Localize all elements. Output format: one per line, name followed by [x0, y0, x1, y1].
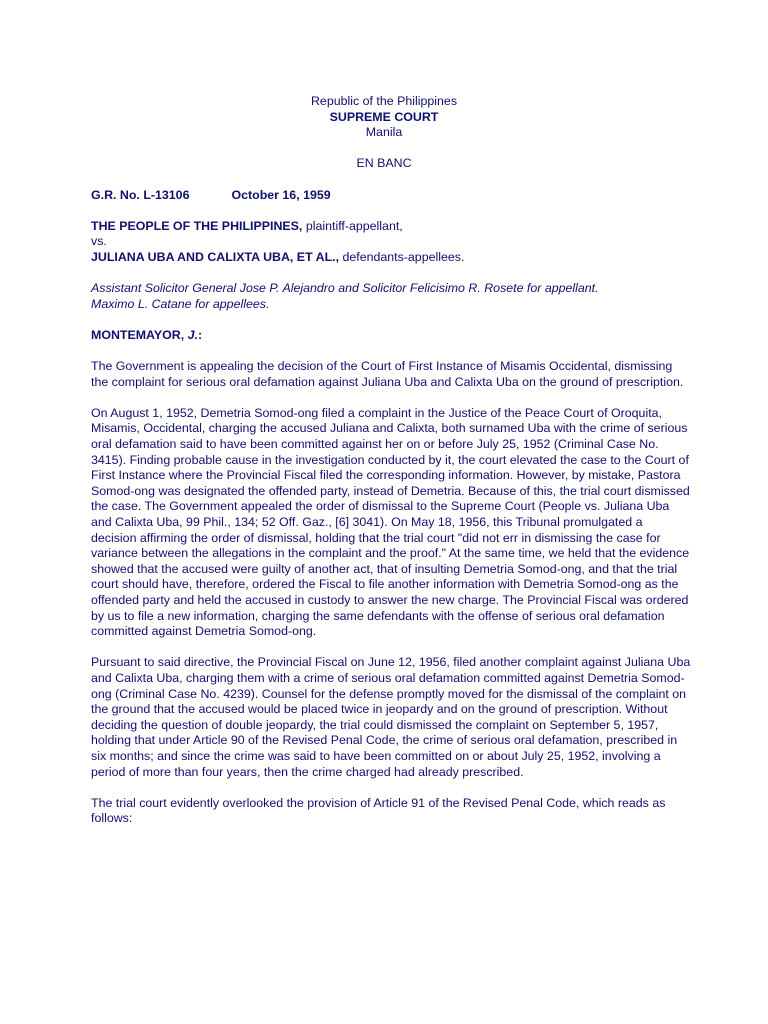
case-parties — [91, 219, 691, 266]
ponente-name: MONTEMAYOR, — [91, 327, 185, 342]
body-paragraph-1: The Government is appealing the decision of the Court of First Instance of Misamis Occidental, dismissing the complaint for serious oral defamation against Juliana Uba and Calixta Uba on the ground of prescription. — [91, 359, 684, 389]
case-number-line — [91, 188, 691, 204]
defendants-role: defendants-appellees. — [339, 249, 465, 264]
body-paragraph-3: Pursuant to said directive, the Provincial Fiscal on June 12, 1956, filed another complaint against Juliana Uba and Calixta Uba, charging them with a crime of serious oral defamation committed against Demetria Somod-ong (Criminal Case No. 4239). Counsel for the defense promptly moved for the dismissal of the complaint on the ground that the accused would be placed twice in jeopardy and on the ground of prescription. Without deciding the question of double jeopardy, the trial could dismissed the complaint on September 5, 1957, holding that under Article 90 of the Revised Penal Code, the crime of serious oral defamation, prescribed in six months; and since the crime was said to have been committed on or about July 25, 1952, involving a period of more than four years, then the crime charged had already prescribed. — [91, 655, 691, 779]
body-paragraph-2: On August 1, 1952, Demetria Somod-ong filed a complaint in the Justice of the Peace Court of Oroquita, Misamis, Occidental, charging the accused Juliana and Calixta, both surnamed Uba with the crime of serious oral defamation said to have been committed against her on or before July 25, 1952 (Criminal Case No. 3415). Finding probable cause in the investigation conducted by it, the court elevated the case to the Court of First Instance where the Provincial Fiscal filed the corresponding information. However, by mistake, Pastora Somod-ong was designated the offended party, instead of Demetria. Because of this, the trial court dismissed the case. The Government appealed the order of dismissal to the Supreme Court (People vs. Juliana Uba and Calixta Uba, 99 Phil., 134; 52 Off. Gaz., [6] 3041). On May 18, 1956, this Tribunal promulgated a decision affirming the order of dismissal, holding that the trial court "did not err in dismissing the case for variance between the allegations in the complaint and the proof." At the same time, we held that the evidence showed that the accused were guilty of another act, that of insulting Demetria Somod-ong, and that the trial court should have, therefore, ordered the Fiscal to file another information with Demetria Somod-ong as the offended party and held the accused in custody to answer the new charge. The Provincial Fiscal was ordered by us to file a new information, charging the same defendants with the offense of serious oral defamation committed against Demetria Somod-ong. — [91, 405, 690, 639]
ponente-line — [91, 328, 691, 344]
court-city: Manila — [365, 125, 403, 140]
division-label: EN BANC — [356, 156, 412, 171]
counsel-block — [91, 281, 691, 312]
versus-label: vs. — [91, 234, 107, 249]
body-paragraph-4: The trial court evidently overlooked the provision of Article 91 of the Revised Penal Code, which reads as follows: — [91, 795, 666, 826]
decision-date: October 16, 1959 — [231, 187, 331, 202]
court-name: SUPREME COURT — [329, 109, 439, 124]
court-header — [91, 94, 677, 172]
republic-line: Republic of the Philippines — [310, 94, 458, 108]
ponente-title: J. — [187, 327, 198, 342]
counsel-appellees: Maximo L. Catane for appellees. — [91, 296, 270, 311]
plaintiff-role: plaintiff-appellant, — [302, 218, 403, 233]
defendants-name: JULIANA UBA AND CALIXTA UBA, ET AL., — [91, 249, 340, 264]
plaintiff-name: THE PEOPLE OF THE PHILIPPINES, — [91, 218, 303, 233]
ponente-colon: : — [197, 327, 203, 342]
gr-number: G.R. No. L-13106 — [91, 187, 190, 202]
decision-text — [91, 94, 691, 843]
counsel-appellant: Assistant Solicitor General Jose P. Alejandro and Solicitor Felicisimo R. Rosete for appellant. — [91, 281, 599, 296]
